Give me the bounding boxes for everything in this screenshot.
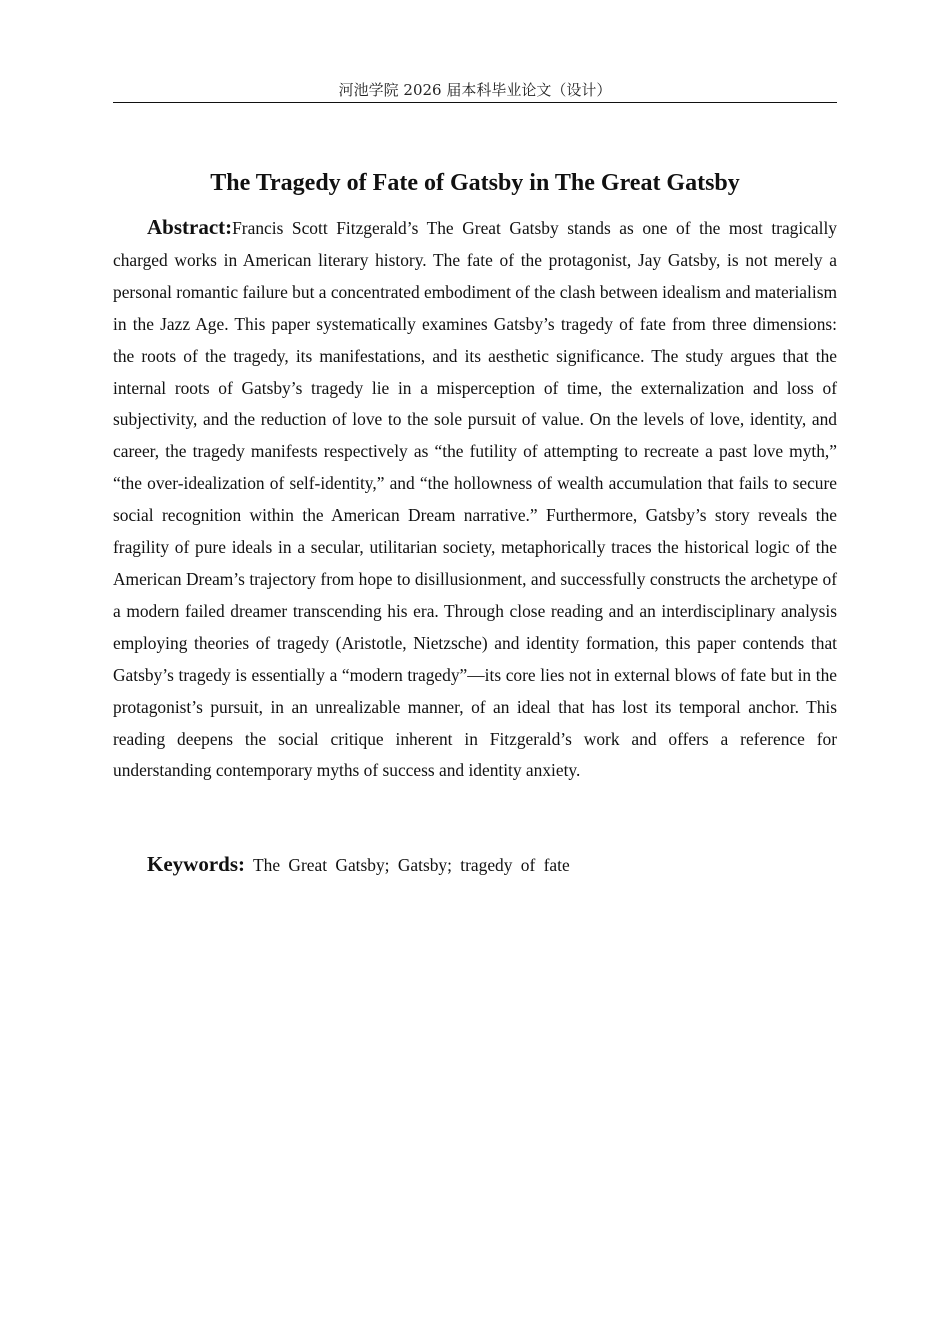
paper-title: The Tragedy of Fate of Gatsby in The Great Gatsby bbox=[210, 170, 740, 196]
header-rule bbox=[113, 102, 837, 103]
keywords-paragraph bbox=[113, 848, 837, 881]
keywords-text: The Great Gatsby; Gatsby; tragedy of fate bbox=[253, 855, 570, 875]
running-header: 河池学院 2026 届本科毕业论文（设计） bbox=[338, 81, 612, 99]
abstract-text: Francis Scott Fitzgerald’s The Great Gatsby stands as one of the most tragically charged works in American literary history. The fate of the protagonist, Jay Gatsby, is not merely a personal romantic failure but a concentrated embodiment of the clash between idealism and materialism in the Jazz Age. This paper systematically examines Gatsby’s tragedy of fate from three dimensions: the roots of the tragedy, its manifestations, and its aesthetic significance. The study argues that the internal roots of Gatsby’s tragedy lie in a misperception of time, the externalization and loss of subjectivity, and the reduction of love to the sole pursuit of value. On the levels of love, identity, and career, the tragedy manifests respectively as “the futility of attempting to recreate a past love myth,” “the over-idealization of self-identity,” and “the hollowness of wealth accumulation that fails to secure social recognition within the American Dream narrative.” Furthermore, Gatsby’s story reveals the fragility of pure ideals in a secular, utilitarian society, metaphorically traces the historical logic of the American Dream’s trajectory from hope to disillusionment, and successfully constructs the archetype of a modern failed dreamer transcending his era. Through close reading and an interdisciplinary analysis employing theories of tragedy (Aristotle, Nietzsche) and identity formation, this paper contends that Gatsby’s tragedy is essentially a “modern tragedy”—its core lies not in external blows of fate but in the protagonist’s pursuit, in an unrealizable manner, of an ideal that has lost its temporal anchor. This reading deepens the social critique inherent in Fitzgerald’s work and offers a reference for understanding contemporary myths of success and identity anxiety. bbox=[113, 218, 837, 781]
abstract-paragraph bbox=[113, 212, 837, 787]
abstract-label: Abstract: bbox=[147, 215, 233, 239]
keywords-label: Keywords: bbox=[147, 852, 245, 876]
